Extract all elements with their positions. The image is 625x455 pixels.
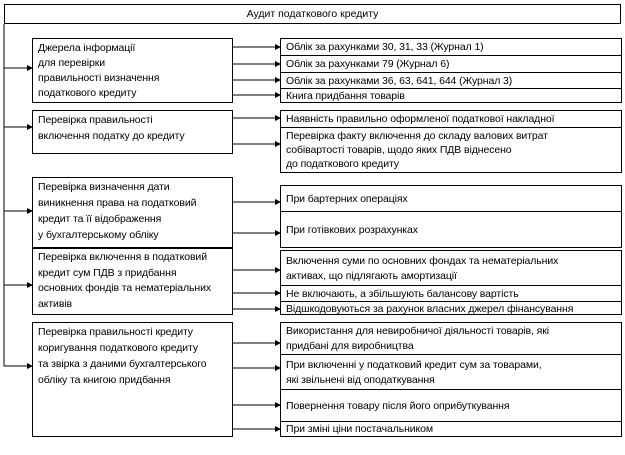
detail-box — [280, 421, 622, 437]
detail-text-line: Відшкодовуються за рахунок власних джерел фінансування — [286, 303, 574, 315]
detail-text-line: Включення суми по основних фондах та нематеріальних — [286, 254, 559, 267]
detail-text-line: При зміні ціни постачальником — [286, 423, 434, 435]
detail-text-line: до податкового кредиту — [286, 158, 399, 170]
detail-text-line: Повернення товару після його оприбуткування — [286, 399, 510, 412]
detail-text-line: Книга придбання товарів — [286, 90, 405, 102]
detail-box — [280, 322, 622, 355]
detail-box — [280, 38, 622, 56]
check-text-line: та звірка з даними бухгалтерського — [38, 358, 207, 370]
check-text-line: податкового кредиту — [38, 87, 137, 99]
check-box-2 — [32, 110, 233, 154]
detail-text-line: Не включають, а збільшують балансову вартість — [286, 287, 519, 300]
check-text-line: включення податку до кредиту — [38, 130, 185, 142]
detail-text-line: Наявність правильно оформленої податкової накладної — [286, 113, 555, 125]
check-text-line: кредит сум ПДВ з придбання — [38, 266, 177, 279]
detail-box — [280, 110, 622, 128]
detail-box — [280, 354, 622, 390]
check-text-line: виникнення права на податковий — [38, 197, 197, 209]
check-text-line: правильності визначення — [38, 72, 160, 84]
check-text-line: для перевірки — [38, 57, 105, 69]
check-box-3 — [32, 177, 233, 248]
detail-text-line: При готівкових розрахунках — [286, 223, 418, 236]
detail-box — [280, 72, 622, 89]
detail-text-line: придбані для виробництва — [286, 339, 414, 352]
detail-text-line: Облік за рахунками 30, 31, 33 (Журнал 1) — [286, 41, 484, 53]
check-text-line: Перевірка правильності кредиту — [38, 326, 193, 338]
check-text-line: кредит та її відображення — [38, 213, 162, 225]
detail-text-line: активах, що підлягають амортизації — [286, 269, 457, 282]
detail-text-line: При включенні у податковий кредит сум за товарами, — [286, 358, 542, 371]
detail-box — [280, 285, 622, 302]
check-text-line: обліку та книгою придбання — [38, 374, 171, 386]
diagram-title — [4, 4, 621, 24]
detail-text-line: які звільнені від оподаткування — [286, 373, 435, 386]
detail-box — [280, 88, 622, 103]
check-box-5 — [32, 322, 233, 437]
detail-text-line: собівартості товарів, щодо яких ПДВ віднесено — [286, 144, 512, 156]
check-text-line: Перевірка визначення дати — [38, 181, 170, 193]
check-text-line: у бухгалтерському обліку — [38, 229, 159, 241]
detail-text-line: Використання для невиробничої діяльності товарів, які — [286, 325, 549, 338]
detail-text-line: Перевірка факту включення до складу валових витрат — [286, 130, 548, 142]
check-box-1 — [32, 38, 233, 103]
detail-text-line: Облік за рахунками 79 (Журнал 6) — [286, 58, 450, 70]
detail-box — [280, 301, 622, 315]
detail-box — [280, 389, 622, 422]
detail-box — [280, 185, 622, 212]
detail-box — [280, 211, 622, 248]
check-text-line: коригування податкового кредиту — [38, 342, 198, 354]
check-text-line: активів — [38, 297, 73, 310]
check-box-4 — [32, 248, 233, 315]
detail-text-line: Облік за рахунками 36, 63, 641, 644 (Журнал 3) — [286, 74, 513, 87]
check-text-line: Джерела інформації — [38, 42, 136, 54]
title-text: Аудит податкового кредиту — [246, 8, 379, 20]
check-text-line: Перевірка правильності — [38, 114, 153, 126]
check-text-line: основних фондів та нематеріальних — [38, 282, 212, 294]
detail-box — [280, 250, 622, 286]
check-text-line: Перевірка включення в податковий — [38, 251, 207, 263]
detail-box — [280, 55, 622, 73]
detail-box — [280, 127, 622, 173]
detail-text-line: При бартерних операціях — [286, 192, 408, 205]
